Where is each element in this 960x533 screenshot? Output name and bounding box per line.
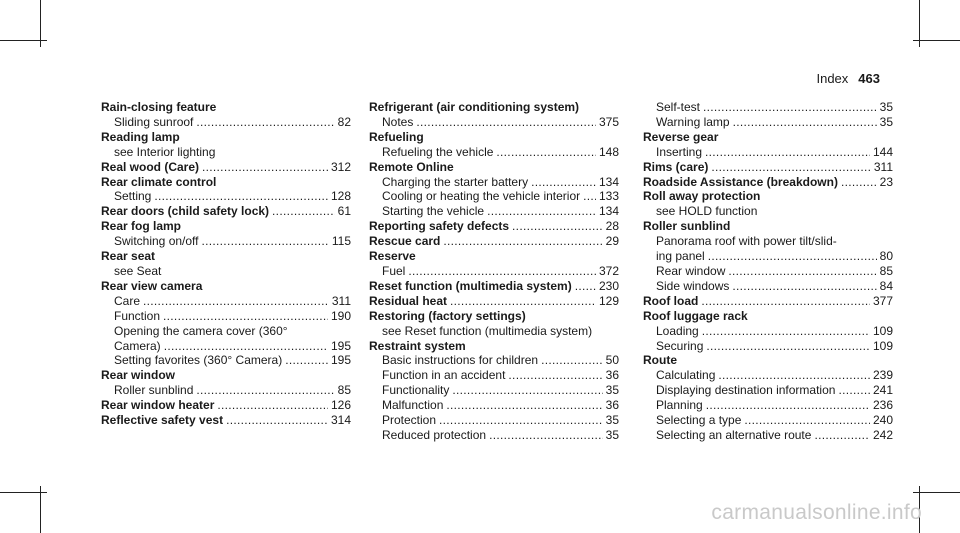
- index-entry: [643, 100, 893, 130]
- dot-leader: [583, 189, 596, 204]
- page-ref: 126: [330, 398, 351, 413]
- page-ref: 35: [879, 100, 893, 114]
- page-ref: 129: [598, 293, 619, 308]
- entry-heading: Rear climate control: [101, 174, 217, 189]
- index-entry: [369, 100, 619, 130]
- dot-leader: [163, 309, 328, 324]
- sub-entry: [369, 368, 619, 383]
- page-ref: 240: [872, 413, 893, 428]
- sub-entry: [643, 324, 893, 339]
- sub-entry-line: Opening the camera cover (360°: [114, 323, 288, 338]
- sub-entry: [101, 309, 351, 324]
- entry-text: Roof load: [643, 293, 699, 308]
- dot-leader: [702, 324, 870, 339]
- dot-leader: [711, 160, 870, 175]
- page-ref: 85: [879, 263, 893, 278]
- entry-text: Warning lamp: [656, 114, 730, 129]
- index-entry: [101, 219, 351, 249]
- sub-entry: [643, 115, 893, 130]
- entry-heading: Restraint system: [369, 338, 466, 353]
- index-entry: [101, 368, 351, 398]
- dot-leader: [575, 279, 596, 294]
- dot-leader: [841, 175, 877, 190]
- page-ref: 134: [598, 174, 619, 189]
- page-ref: 36: [605, 368, 619, 383]
- sub-entry: [369, 264, 619, 279]
- index-entry: [369, 249, 619, 279]
- sub-entry: [101, 115, 351, 130]
- sub-entry: [101, 353, 351, 368]
- page-ref: 239: [872, 368, 893, 383]
- dot-leader: [164, 339, 328, 354]
- entry-text: Residual heat: [369, 293, 448, 308]
- entry-heading: [643, 160, 893, 175]
- page-ref: 128: [330, 189, 351, 204]
- dot-leader: [285, 353, 328, 368]
- entry-text: Selecting a type: [656, 413, 742, 428]
- entry-heading: Reverse gear: [643, 129, 719, 144]
- entry-text: Calculating: [656, 368, 716, 383]
- entry-text: Side windows: [656, 278, 730, 293]
- dot-leader: [154, 189, 328, 204]
- sub-entry: [643, 264, 893, 279]
- index-entry: [643, 130, 893, 160]
- entry-text: Setting: [114, 189, 152, 204]
- page-ref: 35: [605, 427, 619, 442]
- entry-text: Care: [114, 293, 141, 308]
- index-column-1: [101, 100, 351, 428]
- entry-heading: Roller sunblind: [643, 219, 731, 234]
- entry-text: Reduced protection: [382, 427, 487, 442]
- sub-entry: see Interior lighting: [114, 144, 216, 159]
- entry-text: Cooling or heating the vehicle interior: [382, 189, 581, 204]
- dot-leader: [272, 204, 335, 219]
- entry-heading: Refueling: [369, 129, 424, 144]
- page-ref: 29: [605, 234, 619, 249]
- sub-entry: [369, 175, 619, 190]
- index-entry: [101, 249, 351, 279]
- page-ref: 109: [872, 323, 893, 338]
- page-ref: 61: [337, 204, 351, 219]
- sub-entry: [643, 279, 893, 294]
- page-ref: 311: [873, 159, 893, 174]
- index-entry: [101, 398, 351, 413]
- sub-entry: see Seat: [114, 263, 162, 278]
- entry-text: Rear window: [656, 263, 726, 278]
- crop-mark: [913, 40, 960, 41]
- entry-text: Roller sunblind: [114, 383, 194, 398]
- entry-text: Reporting safety defects: [369, 219, 510, 234]
- entry-text: Malfunction: [382, 398, 444, 413]
- page-ref: 148: [598, 144, 619, 159]
- dot-leader: [439, 413, 603, 428]
- sub-entry: [643, 368, 893, 383]
- crop-mark: [913, 492, 960, 493]
- entry-heading: Restoring (factory settings): [369, 308, 526, 323]
- crop-mark: [0, 40, 47, 41]
- entry-heading: Roll away protection: [643, 189, 761, 204]
- index-entry: [643, 353, 893, 442]
- entry-text: Rear doors (child safety lock): [101, 204, 270, 219]
- entry-text: Function in an accident: [382, 368, 506, 383]
- page-ref: 311: [331, 293, 351, 308]
- page-ref: 372: [598, 263, 619, 278]
- sub-entry: [643, 398, 893, 413]
- page-ref: 134: [598, 204, 619, 219]
- sub-entry: see HOLD function: [656, 204, 758, 219]
- dot-leader: [718, 368, 870, 383]
- dot-leader: [217, 398, 328, 413]
- entry-heading: Reading lamp: [101, 129, 180, 144]
- dot-leader: [728, 264, 876, 279]
- page-ref: 85: [337, 383, 351, 398]
- page-ref: 241: [872, 383, 893, 398]
- entry-heading: [369, 234, 619, 249]
- dot-leader: [541, 353, 603, 368]
- entry-heading: [101, 160, 351, 175]
- page-ref: 190: [330, 308, 351, 323]
- dot-leader: [703, 100, 877, 115]
- page-ref: 23: [879, 174, 893, 189]
- index-entry: [643, 294, 893, 309]
- entry-text: Self-test: [656, 100, 701, 114]
- page-header: [816, 71, 880, 86]
- entry-heading: Roof luggage rack: [643, 308, 748, 323]
- page-ref: 50: [605, 353, 619, 368]
- sub-entry: [643, 339, 893, 354]
- sub-entry: [101, 339, 351, 354]
- sub-entry: [369, 145, 619, 160]
- dot-leader: [446, 398, 602, 413]
- sub-entry: [369, 189, 619, 204]
- page-ref: 35: [605, 383, 619, 398]
- page-ref: 236: [872, 398, 893, 413]
- entry-text: Rescue card: [369, 234, 441, 249]
- index-entry: [101, 130, 351, 160]
- dot-leader: [706, 398, 870, 413]
- page-ref: 195: [330, 353, 351, 368]
- page-ref: 35: [879, 114, 893, 129]
- entry-text: Starting the vehicle: [382, 204, 485, 219]
- entry-text: Fuel: [382, 263, 406, 278]
- dot-leader: [708, 249, 877, 264]
- entry-text: Rear window heater: [101, 398, 215, 413]
- entry-text: Securing: [656, 338, 704, 353]
- dot-leader: [744, 413, 870, 428]
- entry-heading: Rear fog lamp: [101, 219, 182, 234]
- page-number: 463: [858, 71, 880, 86]
- entry-heading: Refrigerant (air conditioning system): [369, 100, 580, 114]
- entry-heading: Rear view camera: [101, 278, 203, 293]
- crop-mark: [40, 486, 41, 533]
- entry-text: Loading: [656, 323, 699, 338]
- dot-leader: [416, 115, 596, 130]
- entry-text: Rims (care): [643, 159, 709, 174]
- sub-entry: see Reset function (multimedia system): [382, 323, 593, 338]
- page-ref: 377: [872, 293, 893, 308]
- entry-text: Real wood (Care): [101, 159, 200, 174]
- header-label: Index: [816, 71, 849, 86]
- entry-text: Roadside Assistance (breakdown): [643, 174, 838, 189]
- index-entry: [369, 279, 619, 294]
- sub-entry: [369, 428, 619, 443]
- dot-leader: [489, 428, 603, 443]
- index-entry: [369, 219, 619, 234]
- entry-text: Camera): [114, 338, 161, 353]
- entry-text: Sliding sunroof: [114, 114, 194, 129]
- page-ref: 242: [872, 427, 893, 442]
- index-entry: [101, 413, 351, 428]
- entry-heading: [643, 175, 893, 190]
- page-ref: 133: [598, 189, 619, 204]
- index-entry: [643, 309, 893, 354]
- dot-leader: [706, 339, 870, 354]
- entry-text: Switching on/off: [114, 234, 199, 249]
- entry-heading: Reserve: [369, 249, 416, 264]
- dot-leader: [452, 383, 602, 398]
- index-entry: [643, 189, 893, 219]
- page-ref: 84: [879, 278, 893, 293]
- index-entry: [101, 160, 351, 175]
- index-entry: [369, 339, 619, 443]
- index-entry: [643, 160, 893, 175]
- entry-text: Protection: [382, 413, 437, 428]
- index-entry: [101, 279, 351, 368]
- entry-heading: [369, 294, 619, 309]
- dot-leader: [443, 234, 602, 249]
- sub-entry: [369, 383, 619, 398]
- dot-leader: [838, 383, 870, 398]
- sub-entry: [643, 428, 893, 443]
- dot-leader: [196, 115, 334, 130]
- sub-entry: [101, 234, 351, 249]
- dot-leader: [450, 294, 596, 309]
- sub-entry: [369, 204, 619, 219]
- sub-entry: [369, 398, 619, 413]
- entry-text: Charging the starter battery: [382, 174, 529, 189]
- entry-heading: Rain-closing feature: [101, 100, 217, 114]
- sub-entry: [369, 413, 619, 428]
- watermark: carmanualsonline.info: [711, 501, 922, 524]
- index-entry: [643, 175, 893, 190]
- dot-leader: [196, 383, 334, 398]
- page-ref: 80: [879, 249, 893, 264]
- entry-heading: Remote Online: [369, 159, 454, 174]
- page-ref: 109: [872, 338, 893, 353]
- sub-entry: [643, 100, 893, 115]
- page-ref: 314: [330, 413, 351, 428]
- index-entry: [369, 309, 619, 339]
- index-entry: [369, 294, 619, 309]
- entry-text: Notes: [382, 114, 414, 129]
- page-ref: 195: [330, 338, 351, 353]
- entry-text: Selecting an alternative route: [656, 427, 812, 442]
- sub-entry: [369, 353, 619, 368]
- index-column-2: [369, 100, 619, 443]
- entry-heading: [369, 279, 619, 294]
- index-entry: [101, 100, 351, 130]
- sub-entry: [643, 249, 893, 264]
- entry-text: Reset function (multimedia system): [369, 278, 572, 293]
- index-column-3: [643, 100, 893, 443]
- entry-heading: Rear window: [101, 368, 176, 383]
- page-ref: 28: [605, 219, 619, 234]
- dot-leader: [508, 368, 602, 383]
- index-entry: [369, 160, 619, 220]
- dot-leader: [733, 115, 877, 130]
- page-ref: 144: [872, 144, 893, 159]
- entry-heading: [101, 413, 351, 428]
- entry-heading: [643, 294, 893, 309]
- index-entry: [101, 204, 351, 219]
- page-ref: 230: [598, 278, 619, 293]
- dot-leader: [408, 264, 596, 279]
- sub-entry: [101, 383, 351, 398]
- sub-entry: [643, 145, 893, 160]
- dot-leader: [202, 160, 328, 175]
- page-ref: 35: [605, 413, 619, 428]
- entry-text: Basic instructions for children: [382, 353, 539, 368]
- page-ref: 312: [330, 159, 351, 174]
- entry-text: ing panel: [656, 249, 705, 264]
- index-entry: [101, 175, 351, 205]
- entry-heading: [101, 204, 351, 219]
- entry-text: Setting favorites (360° Camera): [114, 353, 283, 368]
- dot-leader: [705, 145, 870, 160]
- entry-text: Function: [114, 308, 161, 323]
- entry-text: Functionality: [382, 383, 450, 398]
- sub-entry: [101, 189, 351, 204]
- sub-entry: [643, 383, 893, 398]
- dot-leader: [512, 219, 603, 234]
- page-ref: 375: [598, 114, 619, 129]
- entry-text: Displaying destination information: [656, 383, 836, 398]
- entry-text: Planning: [656, 398, 703, 413]
- sub-entry: [101, 294, 351, 309]
- entry-heading: [101, 398, 351, 413]
- page-ref: 36: [605, 398, 619, 413]
- entry-heading: Rear seat: [101, 249, 156, 264]
- page-ref: 82: [337, 114, 351, 129]
- crop-mark: [0, 492, 47, 493]
- dot-leader: [202, 234, 329, 249]
- page-ref: 115: [331, 234, 351, 249]
- dot-leader: [814, 428, 870, 443]
- sub-entry: [643, 413, 893, 428]
- dot-leader: [701, 294, 870, 309]
- sub-entry: [369, 115, 619, 130]
- dot-leader: [487, 204, 596, 219]
- entry-text: Refueling the vehicle: [382, 144, 494, 159]
- dot-leader: [143, 294, 329, 309]
- dot-leader: [496, 145, 596, 160]
- sub-entry-line: Panorama roof with power tilt/slid-: [656, 234, 837, 249]
- dot-leader: [226, 413, 328, 428]
- index-entry: [643, 219, 893, 294]
- entry-text: Reflective safety vest: [101, 413, 224, 428]
- dot-leader: [531, 175, 596, 190]
- entry-heading: [369, 219, 619, 234]
- index-entry: [369, 130, 619, 160]
- entry-heading: Route: [643, 353, 677, 368]
- index-entry: [369, 234, 619, 249]
- dot-leader: [732, 279, 876, 294]
- entry-text: Inserting: [656, 144, 703, 159]
